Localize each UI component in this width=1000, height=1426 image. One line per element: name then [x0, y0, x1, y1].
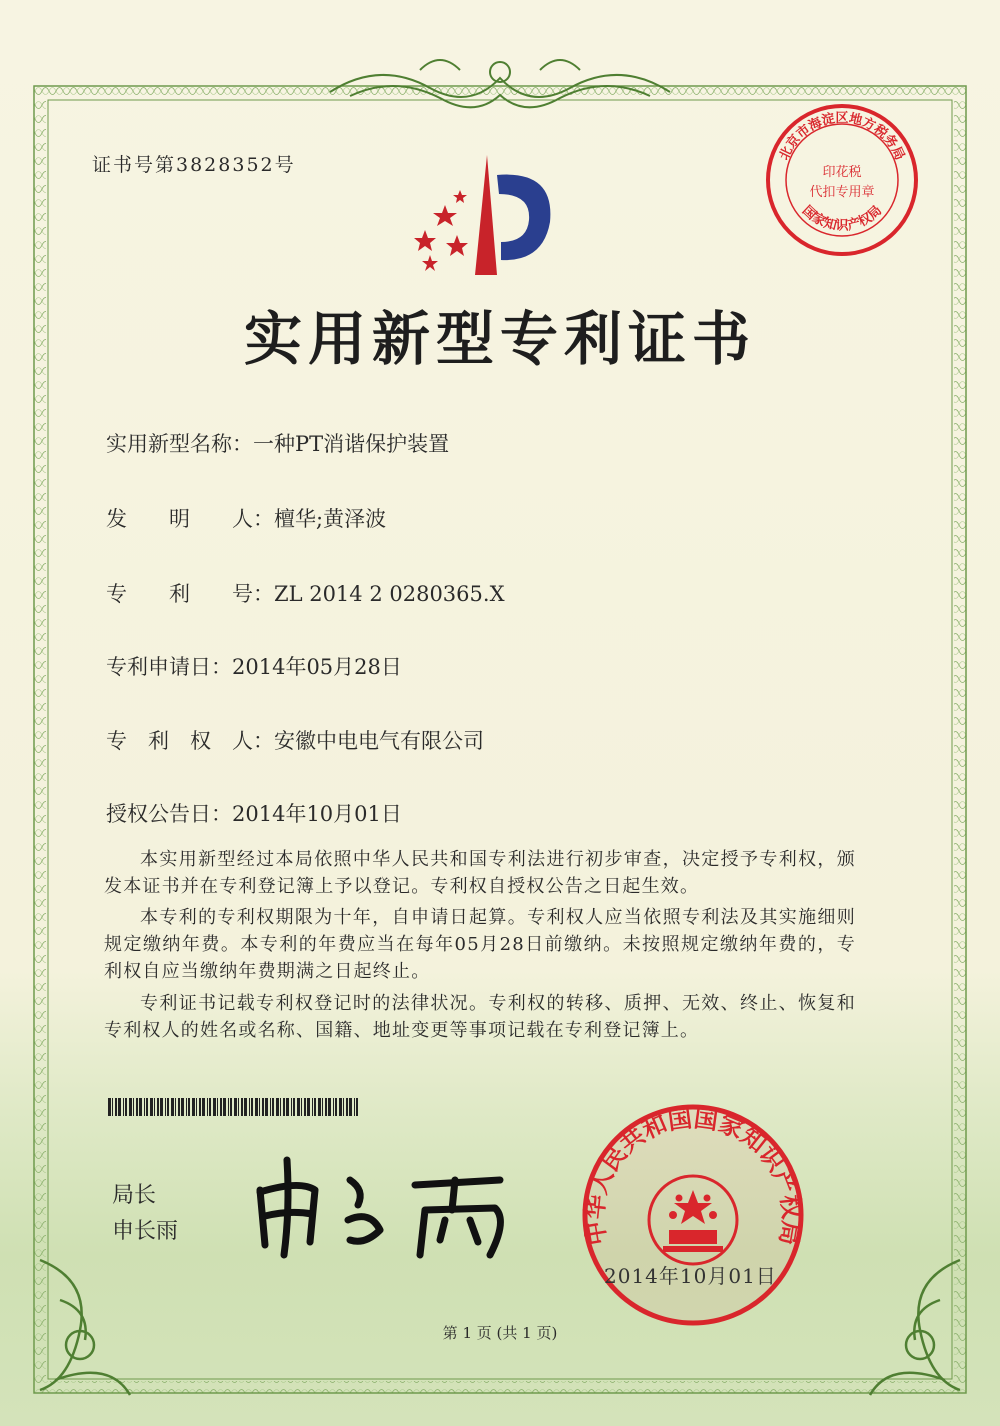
field-value: 檀华;黄泽波: [274, 507, 387, 531]
tax-stamp-seal: [762, 100, 922, 260]
certificate-number: 证书号第3828352号: [92, 154, 296, 176]
field-label: 发 明 人：: [106, 507, 274, 531]
field-label: 专 利 权 人：: [106, 729, 274, 753]
certificate-title: 实用新型专利证书: [243, 305, 756, 373]
field-label: 授权公告日：: [106, 802, 232, 826]
seal-date: 2014年10月01日: [604, 1264, 777, 1288]
field-value: 一种PT消谐保护装置: [253, 432, 450, 456]
field-grant-date: [106, 798, 402, 828]
field-value: ZL 2014 2 0280365.X: [274, 582, 505, 606]
director-signature: [240, 1150, 540, 1260]
field-value: 安徽中电电气有限公司: [274, 729, 484, 753]
page-footer: 第 1 页 (共 1 页): [442, 1324, 558, 1342]
field-application-date: [106, 651, 402, 681]
svg-text:北京市海淀区地方税务局: [777, 110, 907, 163]
field-value: 2014年10月01日: [232, 802, 402, 826]
svg-text:国家知识产权局: [799, 202, 885, 233]
tax-stamp-line2: 代扣专用章: [809, 185, 875, 200]
field-patent-holder: [106, 725, 484, 755]
field-patent-number: [106, 578, 505, 608]
seal-main-text: 中华人民共和国国家知识产权局: [580, 1104, 806, 1248]
national-ip-office-seal: [578, 1100, 808, 1330]
director-name: 申长雨: [112, 1219, 179, 1244]
body-paragraph-3: 专利证书记载专利权登记时的法律状况。专利权的转移、质押、无效、终止、恢复和专利权人的姓名或名称、国籍、地址变更等事项记载在专利登记簿上。: [104, 993, 856, 1041]
tax-stamp-bottom-text: 国家知识产权局: [798, 203, 886, 234]
field-inventor: [106, 503, 386, 533]
tax-stamp-line1: 印花税: [822, 165, 862, 180]
body-paragraph-1: 本实用新型经过本局依照中华人民共和国专利法进行初步审查，决定授予专利权，颁发本证书并在专利登记簿上予以登记。专利权自授权公告之日起生效。: [104, 849, 856, 897]
field-utility-name: [106, 428, 449, 458]
director-title: 局长: [112, 1183, 157, 1208]
field-label: 专利申请日：: [106, 655, 232, 679]
field-label: 专 利 号：: [106, 582, 274, 606]
cnipa-logo-icon: [405, 150, 565, 285]
body-paragraph-2: 本专利的专利权期限为十年，自申请日起算。专利权人应当依照专利法及其实施细则规定缴纳年费。本专利的年费应当在每年05月28日前缴纳。未按照规定缴纳年费的，专利权自应当缴纳年费期满之日起终止。: [104, 907, 856, 982]
field-label: 实用新型名称：: [106, 432, 253, 456]
barcode: [108, 1098, 362, 1116]
field-value: 2014年05月28日: [232, 655, 402, 679]
tax-stamp-outer-text: 北京市海淀区地方税务局: [776, 111, 908, 163]
